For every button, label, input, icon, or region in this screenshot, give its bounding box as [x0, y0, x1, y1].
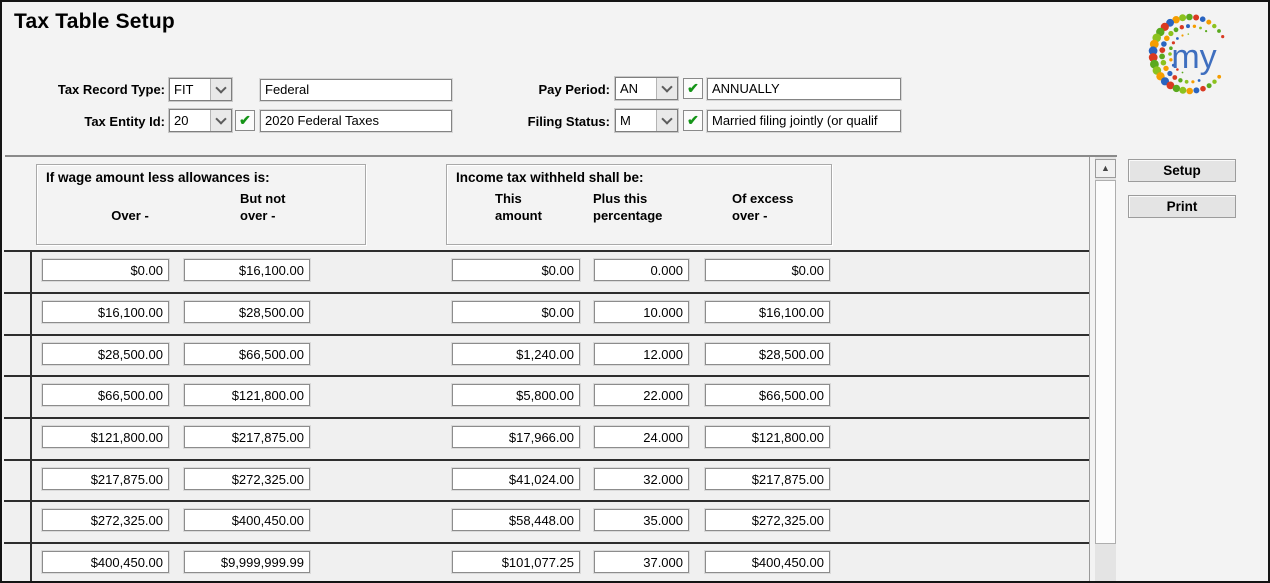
- grid-top-divider: [5, 155, 1117, 157]
- of-excess-over-input[interactable]: [705, 468, 830, 490]
- tax-record-type-combo[interactable]: [169, 78, 232, 101]
- setup-button[interactable]: Setup: [1128, 159, 1236, 182]
- tax-bracket-row: [4, 417, 1089, 459]
- scroll-up-icon: ▲: [1101, 163, 1110, 173]
- tax-record-type-value[interactable]: FIT: [174, 82, 194, 97]
- income-tax-groupbox: [446, 164, 832, 245]
- tax-bracket-row: [4, 542, 1089, 583]
- col-over-label: Over -: [111, 208, 149, 223]
- pay-period-value[interactable]: AN: [620, 81, 639, 96]
- col-but-not-over-label: [240, 190, 285, 224]
- tax-bracket-row: [4, 375, 1089, 417]
- row-selector[interactable]: [4, 252, 32, 292]
- tax-entity-id-dropdown-button[interactable]: [210, 110, 231, 131]
- filing-status-dropdown-button[interactable]: [656, 110, 677, 131]
- tax-entity-id-description-field[interactable]: 2020 Federal Taxes: [260, 110, 452, 132]
- col-this-amount-line2: amount: [495, 208, 542, 223]
- scroll-thumb[interactable]: [1095, 180, 1116, 544]
- but-not-over-input[interactable]: [184, 509, 310, 531]
- of-excess-over-input[interactable]: [705, 551, 830, 573]
- tax-entity-id-value[interactable]: 20: [174, 113, 189, 128]
- this-amount-input[interactable]: [452, 551, 580, 573]
- income-tax-group-title: Income tax withheld shall be:: [456, 170, 644, 185]
- filing-status-check-button[interactable]: [683, 110, 703, 131]
- filing-status-label: Filing Status:: [527, 114, 610, 129]
- page-title: Tax Table Setup: [14, 10, 175, 33]
- col-plus-percentage-label: [593, 190, 662, 224]
- tax-entity-id-check-button[interactable]: [235, 110, 255, 131]
- row-selector[interactable]: [4, 419, 32, 459]
- col-of-excess-line2: over -: [732, 208, 768, 223]
- of-excess-over-input[interactable]: [705, 426, 830, 448]
- plus-percentage-input[interactable]: [594, 551, 689, 573]
- of-excess-over-input[interactable]: [705, 384, 830, 406]
- this-amount-input[interactable]: [452, 426, 580, 448]
- tax-record-type-description-field[interactable]: Federal: [260, 79, 452, 101]
- plus-percentage-input[interactable]: [594, 468, 689, 490]
- over-input[interactable]: [42, 384, 169, 406]
- wage-amount-groupbox: [36, 164, 366, 245]
- but-not-over-input[interactable]: [184, 468, 310, 490]
- tax-bracket-row: [4, 250, 1089, 292]
- pay-period-check-button[interactable]: [683, 78, 703, 99]
- but-not-over-input[interactable]: [184, 343, 310, 365]
- but-not-over-input[interactable]: [184, 301, 310, 323]
- print-button[interactable]: Print: [1128, 195, 1236, 218]
- pay-period-description-field[interactable]: ANNUALLY: [707, 78, 901, 100]
- tax-bracket-row: [4, 292, 1089, 334]
- tax-record-type-dropdown-button[interactable]: [210, 79, 231, 100]
- pay-period-label: Pay Period:: [538, 82, 610, 97]
- col-but-not-over-line1: But not: [240, 191, 286, 206]
- chevron-down-icon: [215, 82, 226, 93]
- plus-percentage-input[interactable]: [594, 301, 689, 323]
- my-logo-text: my: [1171, 38, 1217, 76]
- this-amount-input[interactable]: [452, 343, 580, 365]
- tax-record-type-label: Tax Record Type:: [57, 82, 165, 97]
- but-not-over-input[interactable]: [184, 259, 310, 281]
- row-selector[interactable]: [4, 502, 32, 542]
- col-plus-percentage-line2: percentage: [593, 208, 663, 223]
- row-selector[interactable]: [4, 377, 32, 417]
- of-excess-over-input[interactable]: [705, 259, 830, 281]
- col-but-not-over-line2: over -: [240, 208, 276, 223]
- of-excess-over-input[interactable]: [705, 509, 830, 531]
- col-this-amount-line1: This: [495, 191, 522, 206]
- col-plus-percentage-line1: Plus this: [593, 191, 648, 206]
- but-not-over-input[interactable]: [184, 426, 310, 448]
- plus-percentage-input[interactable]: [594, 509, 689, 531]
- row-selector[interactable]: [4, 544, 32, 583]
- over-input[interactable]: [42, 509, 169, 531]
- over-input[interactable]: [42, 259, 169, 281]
- chevron-down-icon: [661, 81, 672, 92]
- row-selector[interactable]: [4, 461, 32, 501]
- tax-bracket-row: [4, 459, 1089, 501]
- filing-status-description-field[interactable]: Married filing jointly (or qualif: [707, 110, 901, 132]
- tax-entity-id-label: Tax Entity Id:: [84, 114, 165, 129]
- of-excess-over-input[interactable]: [705, 301, 830, 323]
- grid-right-edge: [1089, 157, 1090, 583]
- over-input[interactable]: [42, 468, 169, 490]
- scroll-up-button[interactable]: [1095, 159, 1116, 178]
- this-amount-input[interactable]: [452, 301, 580, 323]
- plus-percentage-input[interactable]: [594, 259, 689, 281]
- col-this-amount-label: [495, 190, 542, 224]
- check-icon: ✔: [687, 112, 699, 128]
- of-excess-over-input[interactable]: [705, 343, 830, 365]
- check-icon: ✔: [687, 80, 699, 96]
- this-amount-input[interactable]: [452, 384, 580, 406]
- plus-percentage-input[interactable]: [594, 384, 689, 406]
- filing-status-value[interactable]: M: [620, 113, 631, 128]
- col-of-excess-label: [732, 190, 793, 224]
- tax-bracket-row: [4, 500, 1089, 542]
- row-selector[interactable]: [4, 294, 32, 334]
- this-amount-input[interactable]: [452, 509, 580, 531]
- plus-percentage-input[interactable]: [594, 343, 689, 365]
- wage-amount-group-title: If wage amount less allowances is:: [46, 170, 270, 185]
- check-icon: ✔: [239, 112, 251, 128]
- over-input[interactable]: [42, 551, 169, 573]
- col-of-excess-line1: Of excess: [732, 191, 794, 206]
- over-input[interactable]: [42, 301, 169, 323]
- filing-status-combo[interactable]: [615, 109, 678, 132]
- but-not-over-input[interactable]: [184, 384, 310, 406]
- over-input[interactable]: [42, 343, 169, 365]
- tax-bracket-row: [4, 334, 1089, 376]
- this-amount-input[interactable]: [452, 468, 580, 490]
- my-logo: [1140, 6, 1244, 104]
- but-not-over-input[interactable]: [184, 551, 310, 573]
- over-input[interactable]: [42, 426, 169, 448]
- tax-bracket-grid: [4, 250, 1089, 583]
- pay-period-combo[interactable]: [615, 77, 678, 100]
- scrollbar[interactable]: [1095, 157, 1116, 583]
- chevron-down-icon: [661, 113, 672, 124]
- plus-percentage-input[interactable]: [594, 426, 689, 448]
- this-amount-input[interactable]: [452, 259, 580, 281]
- pay-period-dropdown-button[interactable]: [656, 78, 677, 99]
- row-selector[interactable]: [4, 336, 32, 376]
- chevron-down-icon: [215, 113, 226, 124]
- tax-entity-id-combo[interactable]: [169, 109, 232, 132]
